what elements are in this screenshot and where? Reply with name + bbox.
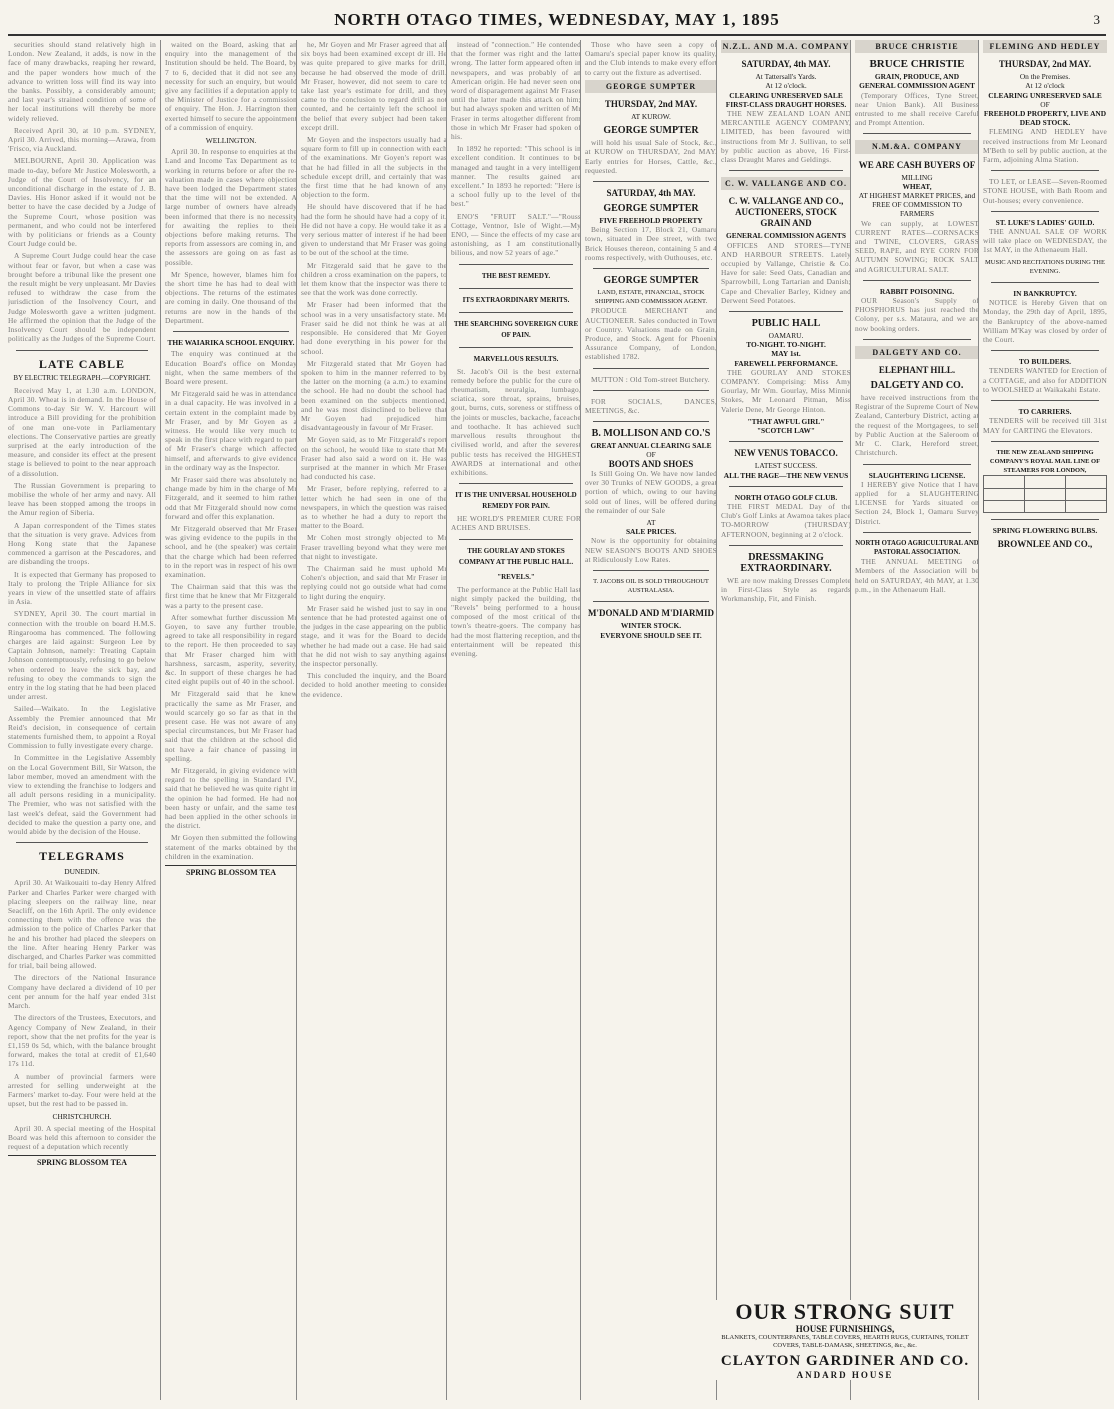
body-text: Mr Fraser said he wished just to say in one sentence that he had protested against one of the judges in the case appearing on the public stage, and it was for the Board to decide whether he had made out a case. He had said that he did not wish to say anything against the inspector personally. (301, 603, 447, 668)
divider (593, 601, 709, 602)
body-text: THE ANNUAL MEETING of Members of the Association will be held on SATURDAY, 4th MAY, at 1.30 p.m., in the Athenaeum Hall. (855, 557, 979, 594)
sailing-table (983, 475, 1107, 513)
masthead: NORTH OTAGO TIMES, WEDNESDAY, MAY 1, 1895 (334, 10, 780, 29)
section-heading: LATE CABLE (38, 356, 126, 371)
body-text: April 30. At Waikouaiti to-day Henry Alfred Parker and Charles Parker were charged with placing sleepers on the railway line, near Seacliff, on the 16th April. The only evidence connecting them with the offence was the admission to the police of Charles Parker that he and his brother had placed the sleepers on the line. After hearing Henry Parker was discharged, and Charles Parker was committed for trial, bail being allowed. (8, 878, 156, 971)
body-text: I HEREBY give Notice that I have applied for a SLAUGHTERING LICENSE for Yards situated on Section 24, Block 1, Oamaru Survey District. (855, 479, 979, 526)
ad-header: N.M.&A. COMPANY (855, 140, 979, 153)
divider (991, 441, 1099, 442)
ad-date: THURSDAY, 2nd MAY. (604, 99, 698, 110)
body-text: WE are now making Dresses Complete in First-Class Style as regards Workmanship, Fit, and Finish. (721, 575, 851, 604)
body-text: The directors of the National Insurance Company have declared a dividend of 10 per cent per annum for the half year ended 31st March. (8, 973, 156, 1011)
divider (16, 350, 148, 351)
body-text: He should have discovered that if he had had the form he should have had a copy of it. He did not have a copy. He would take it as a very serious matter of interest if he had been given to understand that Mr Fraser was going to be out of the school at the time. (301, 202, 447, 258)
divider (593, 421, 709, 422)
ad-text: FIRST-CLASS DRAUGHT HORSES. (725, 99, 847, 109)
section-subheading: BY ELECTRIC TELEGRAPH.—COPYRIGHT. (13, 373, 151, 382)
divider (593, 181, 709, 182)
divider (593, 390, 709, 391)
ad-text: ALL THE RAGE—THE NEW VENUS (723, 470, 849, 480)
ad-text: T. JACOBS OIL IS SOLD THROUGHOUT AUSTRALASIA. (593, 577, 709, 595)
ad-date: SATURDAY, 4th MAY. (741, 59, 831, 70)
ad-heading: ITS EXTRAORDINARY MERITS. (462, 295, 570, 304)
body-text: Mr Fitzgerald stated that Mr Goyen had spoken to him in the manner referred to by the latter on the morning (a a.m.) to examine the school. He had no doubt the school had been examined on the subjects mentioned, and he was most disinclined to believe that Mr Goyen had prejudiced him disadvantageously in favour of Mr Fraser. (301, 358, 447, 433)
body-text: will hold his usual Sale of Stock, &c., at KUROW on THURSDAY, 2nd MAY. Early entries for Horses, Cattle, &c., requested. (585, 138, 717, 175)
ad-text: WINTER STOCK. (620, 621, 682, 631)
ad-text: FREEHOLD PROPERTY, LIVE AND DEAD STOCK. (983, 109, 1107, 128)
ad-text: FIVE FREEHOLD PROPERTY (599, 216, 703, 226)
body-text: Mr Fitzgerald said he was in attendance in a dual capacity. He was involved in a certain extent in the complaint made by Mr Fraser, and by Mr Goyen as a witness. He would like very much to speak in the first place with regard to part of Mr Fraser's charge which affected himself, and afterwards to give evidence in the ordinary way as the Inspector. (165, 389, 297, 472)
divider (729, 486, 843, 487)
column-footer: SPRING BLOSSOM TEA (8, 1155, 156, 1167)
ad-text: FREE OF COMMISSION TO FARMERS (872, 200, 962, 219)
divider (729, 441, 843, 442)
ad-text: MAY 1st. (771, 349, 801, 359)
body-text: Mr Fraser, before replying, referred to a letter which he had seen in one of the newspapers, in which the question was raised as to whether he had a duty to report the matter to the Board. (301, 484, 447, 531)
body-text: A Supreme Court Judge could hear the case without fear or favor, but when a case was brought before a tribunal like the present one the result might be very unpleasant. Mr Davies refused to withdraw the case from the jurisdiction of the Insolvency Court, and Judge Molesworth gave a written judgment. He affirmed the opinion that the Judge of the Insolvency Court should be independent politically as the Judges of the Supreme Court. (8, 251, 156, 344)
column-footer: SPRING BLOSSOM TEA (165, 865, 297, 877)
ad-heading: PUBLIC HALL (751, 318, 821, 330)
body-text: Mr Fitzgerald said that he knew practically the same as Mr Fraser, and would scarcely go so far as that in the present case. He was not aware of any special circumstances, but Mr Fraser had said that the children at the school did not have a fair chance of passing in spelling. (165, 689, 297, 763)
page-number: 3 (1093, 12, 1100, 27)
ad-text: CLEARING UNRESERVED SALE (729, 90, 843, 100)
body-text: Sailed—Waikato. In the Legislative Assembly the Premier announced that Mr Reid's decision, in consequence of certain statements furnished them, to appoint a Royal Commission to fully investigate every charge. (8, 704, 156, 751)
ad-text: FAREWELL PERFORMANCE. (734, 358, 838, 368)
ad-heading: B. MOLLISON AND CO.'S (591, 428, 711, 440)
ad-heading: NORTH OTAGO AGRICULTURAL AND PASTORAL ASSOCIATION. (855, 539, 979, 556)
ad-heading: TO CARRIERS. (1018, 407, 1072, 417)
body-text: We can supply, at LOWEST CURRENT RATES—CORNSACKS and TWINE, CLOVERS, GRASS SEED, RAPE, and RYE CORN FOR AUTUMN SOWING; ROCK SALT and AGRICULTURAL SALT. (855, 218, 979, 274)
ad-title: OUR STRONG SUIT (735, 1299, 955, 1324)
body-text: April 30. A special meeting of the Hospital Board was held this afternoon to consider the request of a deputation which recently (8, 1123, 156, 1151)
ad-heading: RABBIT POISONING. (879, 286, 955, 296)
divider (459, 483, 573, 484)
body-text: instead of "connection." He contended that the former was right and the latter wrong. The latter form appeared often in newspapers, and was probably of an American origin. He had never seen one word of disparagement against Mr Fraser until the latter made this attack on him; but had always spoken and written of Mr Fraser in terms altogether different from those in which Mr Fraser had spoken of his. (451, 40, 581, 142)
ad-text: MILLING (901, 172, 933, 182)
divider (729, 545, 843, 546)
ad-text: At 12 o'clock (1025, 81, 1065, 91)
divider (863, 133, 971, 134)
auctioneer-name: GEORGE SUMPTER (603, 275, 699, 287)
body-text: SYDNEY, April 30. The court martial in connection with the trouble on board H.M.S. Ringarooma has commenced. The following charges are laid against: Surgeon Lee by Captain Johnson, namely: Treating Captain Johnson contemptuously, refusing to go below when ordered to leave the sick bay, and refusing to obey the commands to sign the entry in the log stating that he had been placed under arrest. (8, 609, 156, 702)
body-text: THE NEW ZEALAND LOAN AND MERCANTILE AGENCY COMPANY, LIMITED, has been favoured with instructions from Mr J. Sullivan, to sell by public auction as above, 16 First-class Draught Mares and Geldings. (721, 109, 851, 165)
divider (863, 532, 971, 533)
body-text: The directors of the Trustees, Executors, and Agency Company of New Zealand, in their report, show that the net profits for the year is £1,159 0s 5d, which, with the balance brought forward, makes the total at credit of £1,640 17s 11d. (8, 1013, 156, 1069)
body-text: Mr Fitzgerald observed that Mr Fraser was giving evidence to the pupils in the school, and he (the speaker) was certain that the charge which had been referred to in the report was in respect of his own examination. (165, 523, 297, 579)
body-text: Now is the opportunity for obtaining NEW SEASON'S BOOTS AND SHOES at Ridiculously Low Rates. (585, 536, 717, 564)
dateline: CHRISTCHURCH. (52, 1112, 112, 1122)
ad-header: C. W. VALLANGE AND CO. (721, 177, 851, 190)
divider (16, 842, 148, 843)
body-text: ENO'S "FRUIT SALT."—"Rouss Cottage, Ventnor, Isle of Wight.—My ENO, — Since the effects of my case are astonishing, as I am constitutionally bilious, and now 52 years of age." (451, 211, 581, 258)
ad-text: OF (646, 450, 656, 460)
ad-heading: THE NEW ZEALAND SHIPPING COMPANY'S ROYAL MAIL LINE OF STEAMERS FOR LONDON, (989, 448, 1101, 475)
ad-text: BOOTS AND SHOES (608, 458, 694, 469)
clayton-gardiner-ad (716, 1300, 974, 1380)
ad-text: EVERYONE SHOULD SEE IT. (600, 630, 702, 640)
divider (459, 347, 573, 348)
dateline: WELLINGTON. (205, 136, 257, 146)
body-text: April 30. In response to enquiries at the Land and Income Tax Department as to working in returns before or after the re-valuation made in cases where objection have been lodged the Department states that the time will not be extended. A large number of owners have already been informed that there is no necessity for awaiting the replies to their objections before making returns. The reports from assessors are coming in, and the assessors are going on as fast as possible. (165, 147, 297, 267)
body-text: In 1892 he reported: "This school is in excellent condition. It continues to be managed and taught in a very intelligent manner. The results gained are excellent." In 1893 he reported: "Here is a school fully up to the level of the best." (451, 144, 581, 209)
ad-text: BLANKETS, COUNTERPANES, TABLE COVERS, HEARTH RUGS, CURTAINS, TOILET COVERS, TABLE-DAMASK, SHEETINGS, &c., &c. (721, 1334, 969, 1349)
body-text: After somewhat further discussion Mr Goyen, to save any further trouble, agreed to take all responsibility in regard to the report. He then proceeded to say that Mr Fraser charged him with harshness, sarcasm, asperity, severity, &c. In support of these charges he had cited eight pupils out of 40 in the school. (165, 612, 297, 687)
ad-firm-sub: ANDARD HOUSE (796, 1370, 894, 1380)
column-7 (850, 40, 983, 1400)
ad-text: "THAT AWFUL GIRL" (747, 416, 825, 426)
body-text: OFFICES AND STORES—TYNE AND HARBOUR STREETS. Lately occupied by Vallange, Christie & Co. Have for sale: Seed Oats, Canadian and Sparrowbill, Long Tartarian and Danish; Cape and Chevalier Barley, Kidney and Derwent Seed Potatoes. (721, 240, 851, 305)
ad-text: GENERAL COMMISSION AGENT (859, 81, 975, 91)
body-text: A number of provincial farmers were arrested for selling underweight at the Farmers' market to-day. Four were held at the upset, but the rest had to be passed in. (8, 1071, 156, 1109)
ad-heading: M'DONALD AND M'DIARMID (588, 608, 714, 619)
ad-text: MUSIC AND RECITATIONS DURING THE EVENING. (985, 258, 1105, 275)
ad-header: DALGETY AND CO. (855, 346, 979, 359)
ad-text: AT (646, 517, 656, 527)
ad-heading: IN BANKRUPTCY. (1013, 289, 1077, 299)
ad-heading: IT IS THE UNIVERSAL HOUSEHOLD REMEDY FOR PAIN. (455, 491, 577, 511)
divider (991, 350, 1099, 351)
column-6 (716, 40, 855, 1400)
ad-header: BRUCE CHRISTIE (855, 40, 979, 53)
ad-text: GENERAL COMMISSION AGENTS (726, 231, 846, 241)
ad-header: N.Z.L. AND M.A. COMPANY (721, 40, 851, 53)
ad-text: At Tattersall's Yards. (755, 72, 817, 82)
ad-text: LAND, ESTATE, FINANCIAL, STOCK SHIPPING AND COMMISSION AGENT. (594, 289, 708, 306)
body-text: THE FIRST MEDAL Day of the Club's Golf Links at Awamoa takes place TO-MORROW (THURSDAY) AFTERNOON, beginning at 2 o'clock. (721, 501, 851, 539)
body-text: TENDERS WANTED for Erection of a COTTAGE, and also for ADDITION to WOOLSHED at Waikakahi Estate. (983, 366, 1107, 394)
divider (593, 268, 709, 269)
body-text: This concluded the inquiry, and the Board decided to hold another meeting to consider the evidence. (301, 671, 447, 699)
ad-heading: THE SEARCHING SOVEREIGN CURE OF PAIN. (453, 319, 579, 339)
body-text: Being Section 17, Block 21, Oamaru town, situated in Dee street, with two Brick Houses thereon, containing 5 and 4 rooms respectively, with Outhouses, etc. (585, 225, 717, 262)
ad-heading: MARVELLOUS RESULTS. (473, 354, 559, 363)
dateline: DUNEDIN. (64, 867, 100, 877)
divider (459, 288, 573, 289)
ad-text: OF (1040, 99, 1050, 109)
divider (729, 170, 843, 171)
column-8 (978, 40, 1111, 1400)
body-text: he, Mr Goyen and Mr Fraser agreed that all six boys had been examined except dr ill. He was quite prepared to give marks for drill, because he had observed the mode of drill. Mr Fraser, however, did not seem to care to take last year's estimate for drill, and they came to the conclusion to regard drill as not counted, and he certainly left the school in the belief that every subject had been taken except drill. (301, 40, 447, 132)
column-3 (296, 40, 451, 1400)
body-text: NOTICE is Hereby Given that on Monday, the 29th day of April, 1895, the Bankruptcy of the above-named William M'Kay was closed by order of the Court. (983, 298, 1107, 345)
body-text: Mr Goyen said, as to Mr Fitzgerald's report on the school, he would like to state that Mr Fraser had also said a word on it. He was surprised at the manner in which Mr Fraser had conducted his case. (301, 435, 447, 482)
body-text: St. Jacob's Oil is the best external remedy before the public for the cure of rheumatism, neuralgia, lumbago, sciatica, sore throat, sprains, bruises, gout, burns, cuts, soreness or stiffness of the joints or muscles, backache, faceache and toothache. It has achieved such marvellous results throughout the civilised world, and after the severest public tests has received the HIGHEST AWARDS at international and other exhibitions. (451, 366, 581, 477)
body-text: THE ANNUAL SALE OF WORK will take place on WEDNESDAY, the 1st MAY, in the Athenaeum Hall. (983, 227, 1107, 255)
column-5 (580, 40, 721, 1400)
ad-text: WHEAT, (902, 181, 932, 191)
body-text: The Chairman said he must uphold Mr Cohen's objection, and said that Mr Fraser in replying could not go outside what had come to light during the enquiry. (301, 563, 447, 601)
body-text: A Japan correspondent of the Times states that the situation is very grave. Advices from Hong Kong state that the Japanese commenced a garrison at the Pescadores, and are disbanding the troops. (8, 520, 156, 567)
ad-heading: ST. LUKE'S LADIES' GUILD. (995, 217, 1095, 227)
body-text: waited on the Board, asking that an enquiry into the management of the Institution should be held. The Board, by 7 to 6, decided that it did not see any necessity for such an enquiry, but would give any facilities if a deputation apply to the Minister of Justice for a commission of enquiry. The Hon. J. Harrington then exerted himself to secure the appointment of a commission of enquiry. (165, 40, 297, 132)
body-text: FLEMING AND HEDLEY have received instructions from Mr Leonard M'Beth to sell by public auction, at the Farm, adjoining Alma Station. (983, 127, 1107, 165)
ad-heading: ELEPHANT HILL. (878, 365, 956, 376)
ad-subtitle: HOUSE FURNISHINGS, (795, 1324, 895, 1334)
body-text: The enquiry was continued at the Education Board's office on Monday night, when the same members of the Board were present. (165, 349, 297, 386)
divider (863, 280, 971, 281)
ad-text: GRAIN, PRODUCE, AND (874, 72, 960, 82)
ad-heading: "REVELS." (497, 572, 535, 581)
body-text: OUR Season's Supply of PHOSPHORUS has just reached the Colony, per s.s. Mataura, and we are now booking orders. (855, 296, 979, 333)
ad-header: FLEMING AND HEDLEY (983, 40, 1107, 53)
ad-text: "SCOTCH LAW" (756, 426, 816, 436)
ad-text: TO-NIGHT. TO-NIGHT. (746, 340, 826, 350)
body-text: The Chairman said that this was the first time that he knew that Mr Fitzgerald was a party to the present case. (165, 582, 297, 610)
ad-heading: SPRING FLOWERING BULBS. (992, 525, 1098, 535)
body-text: The Russian Government is preparing to mobilise the whole of her army and navy. All leave has been stopped among the troops in the Amur region of Siberia. (8, 480, 156, 518)
ad-text: At 12 o'clock. (765, 81, 807, 91)
ad-heading: THE GOURLAY AND STOKES COMPANY AT THE PUBLIC HALL. (458, 546, 574, 566)
ad-text: On the Premises. (1019, 72, 1071, 82)
auctioneer-name: GEORGE SUMPTER (603, 203, 699, 215)
ad-heading: NORTH OTAGO GOLF CLUB. (734, 492, 838, 502)
column-4 (446, 40, 585, 1400)
divider (991, 519, 1099, 520)
divider (863, 464, 971, 465)
ad-text: MUTTON : Old Tom-street Butchery. (591, 374, 710, 384)
body-text: Mr Fraser said there was absolutely no change made by him in the charge of Mr Fitzgerald, and it seemed to him rather odd that Mr Fitzgerald should now come forward and offer this explanation. (165, 474, 297, 521)
body-text: THE GOURLAY AND STOKES COMPANY. Comprising: Miss Amy Gourlay, Mr Wm. Gourlay, Miss Minnie Stokes, Mr Leonard Pitman, Miss Valerie Dene, Mr George Hinton. (721, 367, 851, 414)
ad-heading: THE BEST REMEDY. (481, 271, 551, 280)
body-text: Mr Fitzgerald said that he gave to the children a cross examination on the papers, to let them know that the inspector was there to see that the work was done correctly. (301, 260, 447, 298)
body-text: Mr Fitzgerald, in giving evidence with regard to the spelling in Standard IV., said that he believed he was quite right in the opinion he had formed. He had not been hasty or unfair, and the same test had been applied in the other schools in the district. (165, 766, 297, 831)
column-2 (160, 40, 301, 1400)
body-text: securities should stand relatively high in London. New Zealand, it adds, is now in the face of many drawbacks, reaping her reward, and the paper wonders how much of the advance to written loss will find its way into the banks. Possibly, a considerably amount; and last year's strained condition of some of her local institutions will thereby be more widely relieved. (8, 40, 156, 123)
body-text: Mr Spence, however, blames him for the short time he has had to deal with objections. The returns of the estimates are coming in daily. One thousand of the returns are now in the hands of the Department. (165, 269, 297, 325)
divider (593, 570, 709, 571)
section-heading: THE WAIARIKA SCHOOL ENQUIRY. (167, 338, 295, 348)
auctioneer-name: GEORGE SUMPTER (603, 125, 699, 137)
body-text: Mr Goyen and the inspectors usually had a square form to fill up in connection with each of the examinations. Mr Goyen's report was that he had filled in all the subjects in the schedule except drill, and certainly that was the first time that he had known of any objection to the form. (301, 135, 447, 200)
divider (729, 311, 843, 312)
ad-date: THURSDAY, 2nd MAY. (998, 59, 1092, 70)
body-text: TENDERS will be received till 31st MAY for CARTING the Elevators. (983, 416, 1107, 435)
ad-heading: BROWNLEE AND CO., (997, 539, 1093, 550)
body-text: TO LET, or LEASE—Seven-Roomed STONE HOUSE, with Bath Room and Out-houses; every convenience. (983, 177, 1108, 205)
divider (991, 170, 1099, 171)
body-text: MELBOURNE, April 30. Application was made to-day, before Mr Justice Molesworth, a Judge of the Court of Insolvency, for an unconditional discharge in the estate of J. B. Davies. His Honor asked if it would not be better to have the case decided by a Judge of the Supreme Court, whose position was permanent, and who could not be interfered with by politicians or friends as a County Court Judge could be. (8, 156, 156, 249)
ad-header: GEORGE SUMPTER (585, 80, 717, 93)
body-text: It is expected that Germany has proposed to Italy to prolong the Triple Alliance for six years in view of the unsettled state of affairs in Asia. (8, 569, 156, 607)
divider (991, 282, 1099, 283)
ad-heading: SLAUGHTERING LICENSE. (868, 470, 966, 480)
body-text: HE WORLD'S PREMIER CURE FOR ACHES AND BRUISES. (451, 514, 581, 533)
ad-heading: NEW VENUS TOBACCO. (734, 448, 838, 459)
body-text: The performance at the Public Hall last night simply packed the building, the "Revels" being performed to a house composed of the most critical of the town's theatre-goers. The company has had the most flattering reception, and the entertainment will be repeated this evening. (451, 584, 581, 658)
body-text: Mr Cohen most strongly objected to Mr Fraser travelling beyond what they were met that night to investigate. (301, 533, 447, 561)
ad-text: CLEARING UNRESERVED SALE (988, 90, 1102, 100)
ad-text: SALE PRICES. (625, 527, 677, 537)
ad-heading: BRUCE CHRISTIE (869, 58, 965, 71)
ad-heading: C. W. VALLANGE AND CO., AUCTIONEERS, STOCK GRAIN AND (728, 196, 844, 229)
ad-text: AT HIGHEST MARKET PRICES, and (858, 191, 976, 201)
divider (459, 312, 573, 313)
body-text: Mr Fraser had been informed that the school was in a very unsatisfactory state. Mr Fraser said he did not think he was at all responsible. He considered that Mr Goyen had done everything in his power for the school. (301, 300, 447, 356)
ad-heading: WE ARE CASH BUYERS OF (858, 159, 976, 170)
divider (459, 539, 573, 540)
ad-text: LATEST SUCCESS. (754, 461, 818, 471)
divider (991, 211, 1099, 212)
ad-text: GREAT ANNUAL CLEARING SALE (590, 441, 712, 451)
body-text: Mr Goyen then submitted the following statement of the marks obtained by the children in the examination. (165, 833, 297, 861)
body-text: PRODUCE MERCHANT and AUCTIONEER. Sales conducted in Town or Country. Valuations made on Grain, Produce, and Stock. Agent for Phoenix Assurance Company, of London, established 1782. (585, 306, 717, 362)
ad-heading: DRESSMAKING EXTRAORDINARY. (740, 551, 832, 574)
body-text: Those who have seen a copy of Oamaru's special paper know its quality, and the Club intends to make every effort to carry out the fixture as advertised. (585, 40, 717, 77)
ad-text: FOR SOCIALS, DANCES, MEETINGS, &c. (585, 396, 717, 416)
body-text: Received May 1, at 1.30 a.m. LONDON, April 30. Wheat is in demand. In the House of Commons to-day Sir W. V. Harcourt will introduce a Bill providing for the prohibition of one man one-vote in Parliamentary elections. The Conservative parties are greatly surprised at the early introduction of the measure, and consider its effect at the present stage is believed to point to the near approach of a dissolution. (8, 385, 156, 478)
divider (593, 368, 709, 369)
ad-firm-name: CLAYTON GARDINER AND CO. (720, 1353, 970, 1369)
masthead-rule (8, 34, 1106, 36)
ad-heading: DALGETY AND CO. (870, 380, 964, 392)
divider (173, 331, 289, 332)
divider (459, 264, 573, 265)
divider (991, 400, 1099, 401)
ad-heading: TO BUILDERS. (1018, 357, 1072, 367)
body-text: (Temporary Offices, Tyne Street, near Union Bank). All Business entrusted to me shall receive Careful and Prompt Attention. (855, 90, 979, 128)
body-text: In Committee in the Legislative Assembly on the Local Government Bill, Sir Watson, the labor member, moved an amendment with the view to extending the franchise to lodgers and all adult persons residing in a municipality. The Premier, who was not satisfied with the last week's defeat, said the Government had decided to make the question a party one, and would abide by the decision of the House. (8, 753, 156, 837)
ad-text: AT KUROW. (631, 112, 671, 122)
section-heading: TELEGRAMS (39, 849, 125, 864)
ad-date: SATURDAY, 4th MAY. (606, 188, 696, 199)
body-text: have received instructions from the Registrar of the Supreme Court of New Zealand, Canterbury District, acting at the request of the Mortgagees, to sell by Public Auction at the Saleroom of Mr C. Clark, Hereford street, Christchurch. (855, 393, 979, 458)
body-text: Received April 30, at 10 p.m. SYDNEY, April 30. Arrived, this morning—Arawa, from 'Frisco, via Auckland. (8, 125, 156, 154)
body-text: Is Still Going On. We have now landed over 30 Trunks of NEW GOODS, a great portion of which, owing to our having sold out of lines, will be offered during the remainder of our Sale (585, 468, 717, 515)
ad-text: OAMARU. (768, 331, 804, 341)
column-1 (8, 40, 160, 1400)
divider (863, 339, 971, 340)
